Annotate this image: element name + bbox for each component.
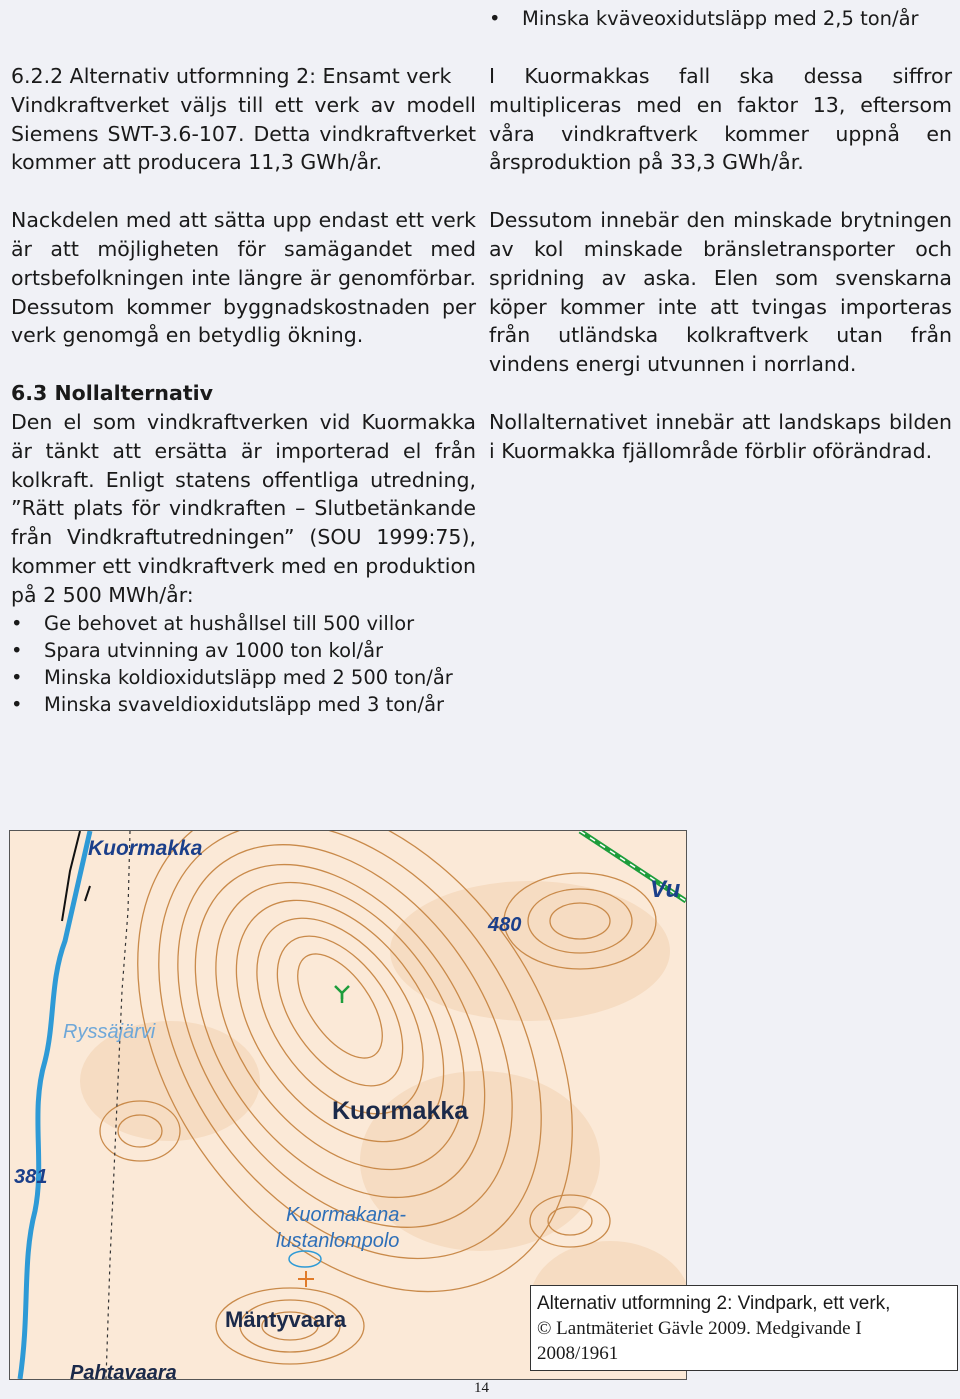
coal-paragraph: Dessutom innebär den minskade brytningen av kol minskade bränsletransporter och spridning av aska. Elen som svenskarna köper kommer inte att tvingas importeras från utländska kolkraftverk utan från vindens energi utvunnen i norrland. xyxy=(489,208,952,377)
list-item: • Ge behovet at hushållsel till 500 villor xyxy=(11,610,476,637)
drawback-paragraph: Nackdelen med att sätta upp endast ett verk är att möjligheten för samägandet med ortsbefolkningen inte längre är genomförbar. Dessutom kommer byggnadskostnaden per verk genomgå en betydlig ökning. xyxy=(11,208,476,348)
list-item: • Minska koldioxidutsläpp med 2 500 ton/år xyxy=(11,664,476,691)
multiply-paragraph: I Kuormakkas fall ska dessa siffror multipliceras med en faktor 13, eftersom våra vindkraftverk kommer uppnå en årsproduktion på 33,3 GWh/år. xyxy=(489,64,952,175)
map-label-elevation-480: 480 xyxy=(488,914,522,936)
map-label-kuormakana-line1: Kuormakana- xyxy=(286,1204,407,1226)
section-63-number: 6 xyxy=(11,381,26,406)
caption-line-3: 2008/1961 xyxy=(537,1343,619,1364)
list-item: • Spara utvinning av 1000 ton kol/år xyxy=(11,637,476,664)
caption-line-1: Alternativ utformning 2: Vindpark, ett verk, xyxy=(537,1293,891,1314)
map-label-ryssajarvi: Ryssäjärvi xyxy=(63,1021,156,1043)
map-label-pahtavaara: Pahtavaara xyxy=(70,1362,177,1379)
map-label-kuormakana-line2: lustanlompolo xyxy=(276,1230,400,1252)
map-label-kuormakka-top: Kuormakka xyxy=(88,837,203,860)
zero-alternative-paragraph: Nollalternativet innebär att landskaps bilden i Kuormakka fjällområde förblir oförändrad. xyxy=(489,409,952,463)
right-column xyxy=(489,0,952,466)
map-label-vu: Vu xyxy=(650,876,681,903)
map-label-elevation-381: 381 xyxy=(14,1166,48,1188)
map-label-kuormakka-main: Kuormakka xyxy=(332,1097,469,1125)
section-63-body: Den el som vindkraftverken vid Kuormakka är tänkt att ersätta är importerad el från kolkraft. Enligt statens offentliga utredning, ”Rätt plats för vindkraften – Slutbetänkande från Vindkraftutredningen” (SOU 1999:75), kommer ett vindkraftverk med en produktion på 2 500 MWh/år: xyxy=(11,409,476,607)
impact-bullet-list xyxy=(11,610,476,718)
list-item: • Minska kväveoxidutsläpp med 2,5 ton/år xyxy=(489,5,952,32)
section-622-body: Vindkraftverket väljs till ett verk av modell Siemens SWT-3.6-107. Detta vindkraftverket kommer att producera 11,3 GWh/år. xyxy=(11,92,476,175)
section-63-title: .3 Nollalternativ xyxy=(25,381,214,406)
page-number: 14 xyxy=(474,1380,489,1396)
map-label-mantyvaara: Mäntyvaara xyxy=(225,1307,347,1332)
section-63-heading xyxy=(11,379,476,408)
top-bullet-list xyxy=(489,5,952,32)
caption-line-2: © Lantmäteriet Gävle 2009. Medgivande I xyxy=(537,1318,862,1339)
section-622-heading: 6.2.2 Alternativ utformning 2: Ensamt verk xyxy=(11,64,452,88)
list-item: • Minska svaveldioxidutsläpp med 3 ton/år xyxy=(11,691,476,718)
map-caption xyxy=(530,1285,958,1371)
left-column xyxy=(11,62,476,718)
